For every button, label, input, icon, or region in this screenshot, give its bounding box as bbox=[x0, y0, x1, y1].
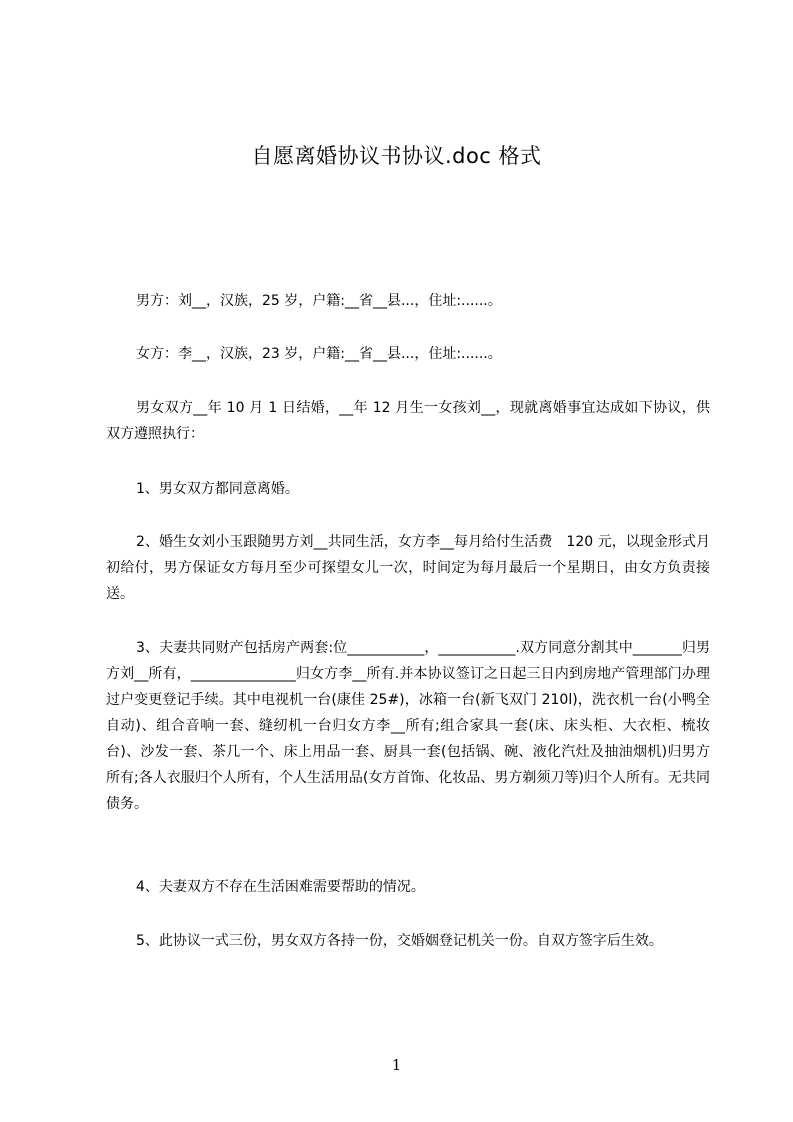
paragraph-clause-4: 4、夫妻双方不存在生活困难需要帮助的情况。 bbox=[136, 879, 425, 895]
paragraph-male-party: 男方：刘__，汉族，25 岁，户籍:__省__县...，住址:......。 bbox=[136, 293, 502, 309]
page-number: 1 bbox=[391, 1056, 402, 1074]
document-title: 自愿离婚协议书协议.doc 格式 bbox=[251, 144, 542, 168]
paragraph-preamble: 男女双方__年 10 月 1 日结婚，__年 12 月生一女孩刘__，现就离婚事宜达成如下协议，供双方遵照执行： bbox=[106, 400, 710, 442]
paragraph-clause-1: 1、男女双方都同意离婚。 bbox=[136, 481, 299, 497]
paragraph-clause-3: 3、夫妻共同财产包括房产两套:位___________，___________.双方同意分割其中_______归男方刘__所有，_______________归女方李__所有.并本协议签订之日起三日内到房地产管理部门办理过户变更登记手续。其中电视机一台(康佳 25#)，冰箱一台(新飞双门 210l)，洗衣机一台(小鸭全自动)、组合音响一套、缝纫机一台归女方李__所有;组合家具一套(床、床头柜、大衣柜、梳妆台)、沙发一套、茶几一个、床上用品一套、厨具一套(包括锅、碗、液化汽灶及抽油烟机)归男方所有;各人衣服归个人所有，个人生活用品(女方首饰、化妆品、男方剃须刀等)归个人所有。无共同债务。 bbox=[106, 640, 710, 812]
paragraph-clause-5: 5、此协议一式三份，男女双方各持一份，交婚姻登记机关一份。自双方签字后生效。 bbox=[136, 933, 663, 949]
paragraph-clause-2: 2、婚生女刘小玉跟随男方刘__共同生活，女方李__每月给付生活费 120 元，以现金形式月初给付，男方保证女方每月至少可探望女儿一次，时间定为每月最后一个星期日，由女方负责接送。 bbox=[106, 534, 710, 602]
paragraph-female-party: 女方：李__，汉族，23 岁，户籍:__省__县...，住址:......。 bbox=[136, 346, 502, 362]
